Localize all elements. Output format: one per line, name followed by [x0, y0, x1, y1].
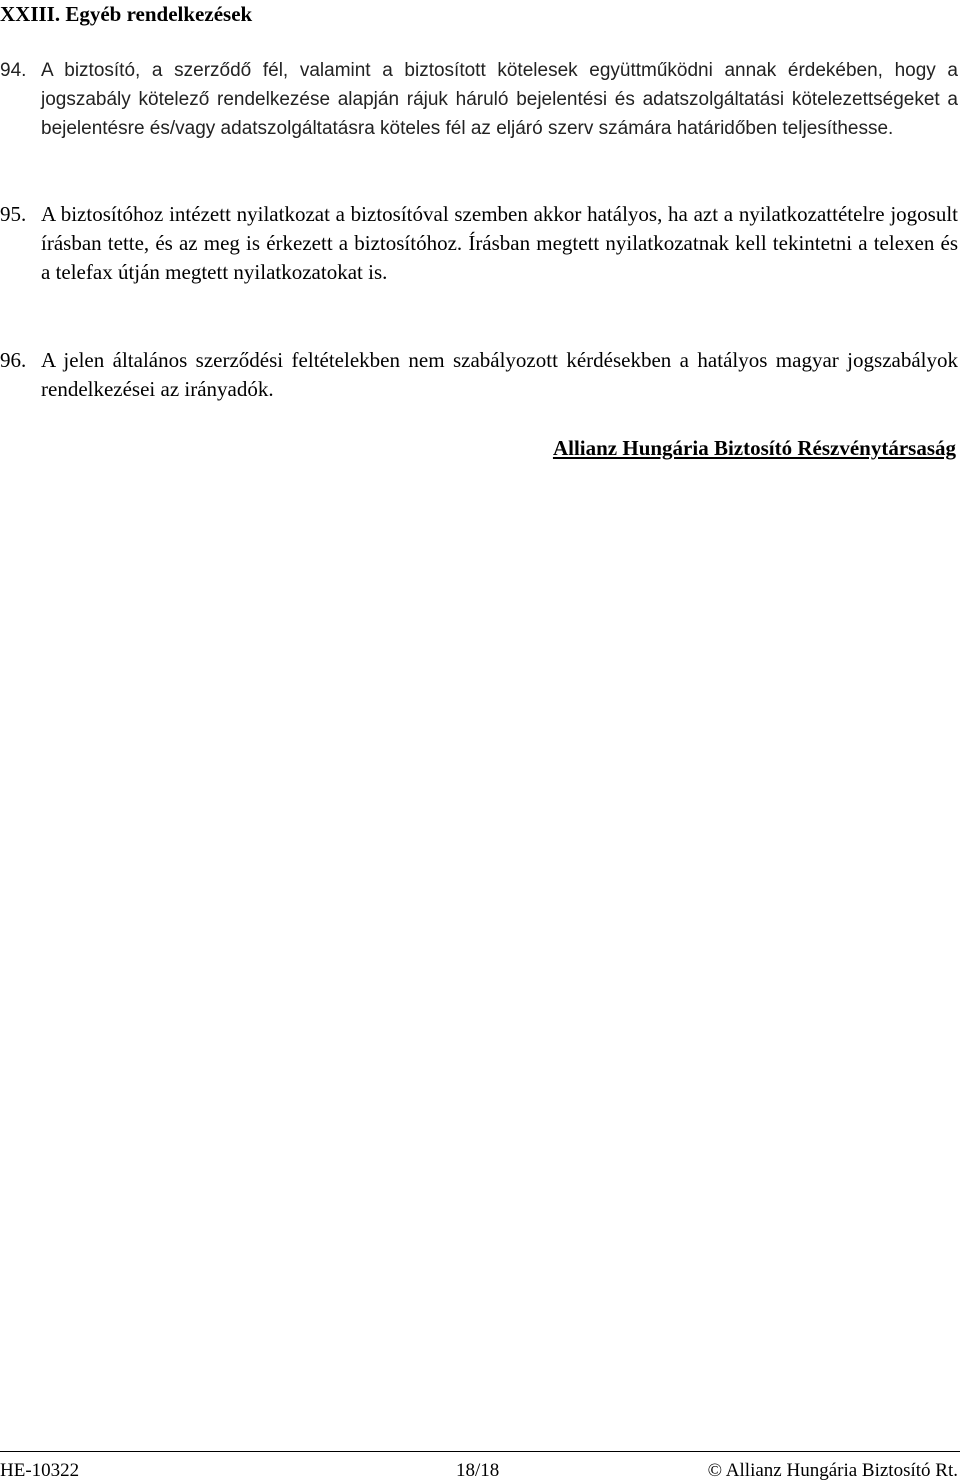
paragraph-number: 95.: [0, 202, 27, 226]
footer-doc-code: HE-10322: [0, 1460, 80, 1481]
paragraph-text: A biztosítóhoz intézett nyilatkozat a biztosítóval szemben akkor hatályos, ha azt a nyilatkozattételre jogosult írásban tette, és az meg is érkezett a biztosítóhoz. Írásban megtett nyilatkozatnak kell tekintetni a telexen és a telefax útján megtett nyilatkozatokat is.: [41, 202, 958, 284]
page-footer: [0, 1458, 958, 1484]
footer-copyright: © Allianz Hungária Biztosító Rt.: [707, 1460, 958, 1481]
footer-page-number: 18/18: [456, 1460, 500, 1481]
paragraph-94: [0, 56, 958, 143]
company-signature: Allianz Hungária Biztosító Részvénytársaság: [552, 436, 956, 460]
footer-divider: [0, 1451, 960, 1452]
paragraph-text: A biztosító, a szerződő fél, valamint a biztosított kötelesek együttműködni annak érdekében, hogy a jogszabály kötelező rendelkezése alapján rájuk háruló bejelentési és adatszolgáltatási kötelezettségeket a bejelentésre és/vagy adatszolgáltatásra köteles fél az eljáró szerv számára határidőben teljesíthesse.: [41, 60, 958, 139]
section-title: XXIII. Egyéb rendelkezések: [0, 2, 253, 26]
paragraph-96: [0, 346, 958, 404]
paragraph-number: 96.: [0, 348, 27, 372]
paragraph-95: [0, 200, 958, 287]
paragraph-text: A jelen általános szerződési feltételekben nem szabályozott kérdésekben a hatályos magyar jogszabályok rendelkezései az irányadók.: [41, 348, 958, 401]
paragraph-number: 94.: [0, 60, 27, 81]
